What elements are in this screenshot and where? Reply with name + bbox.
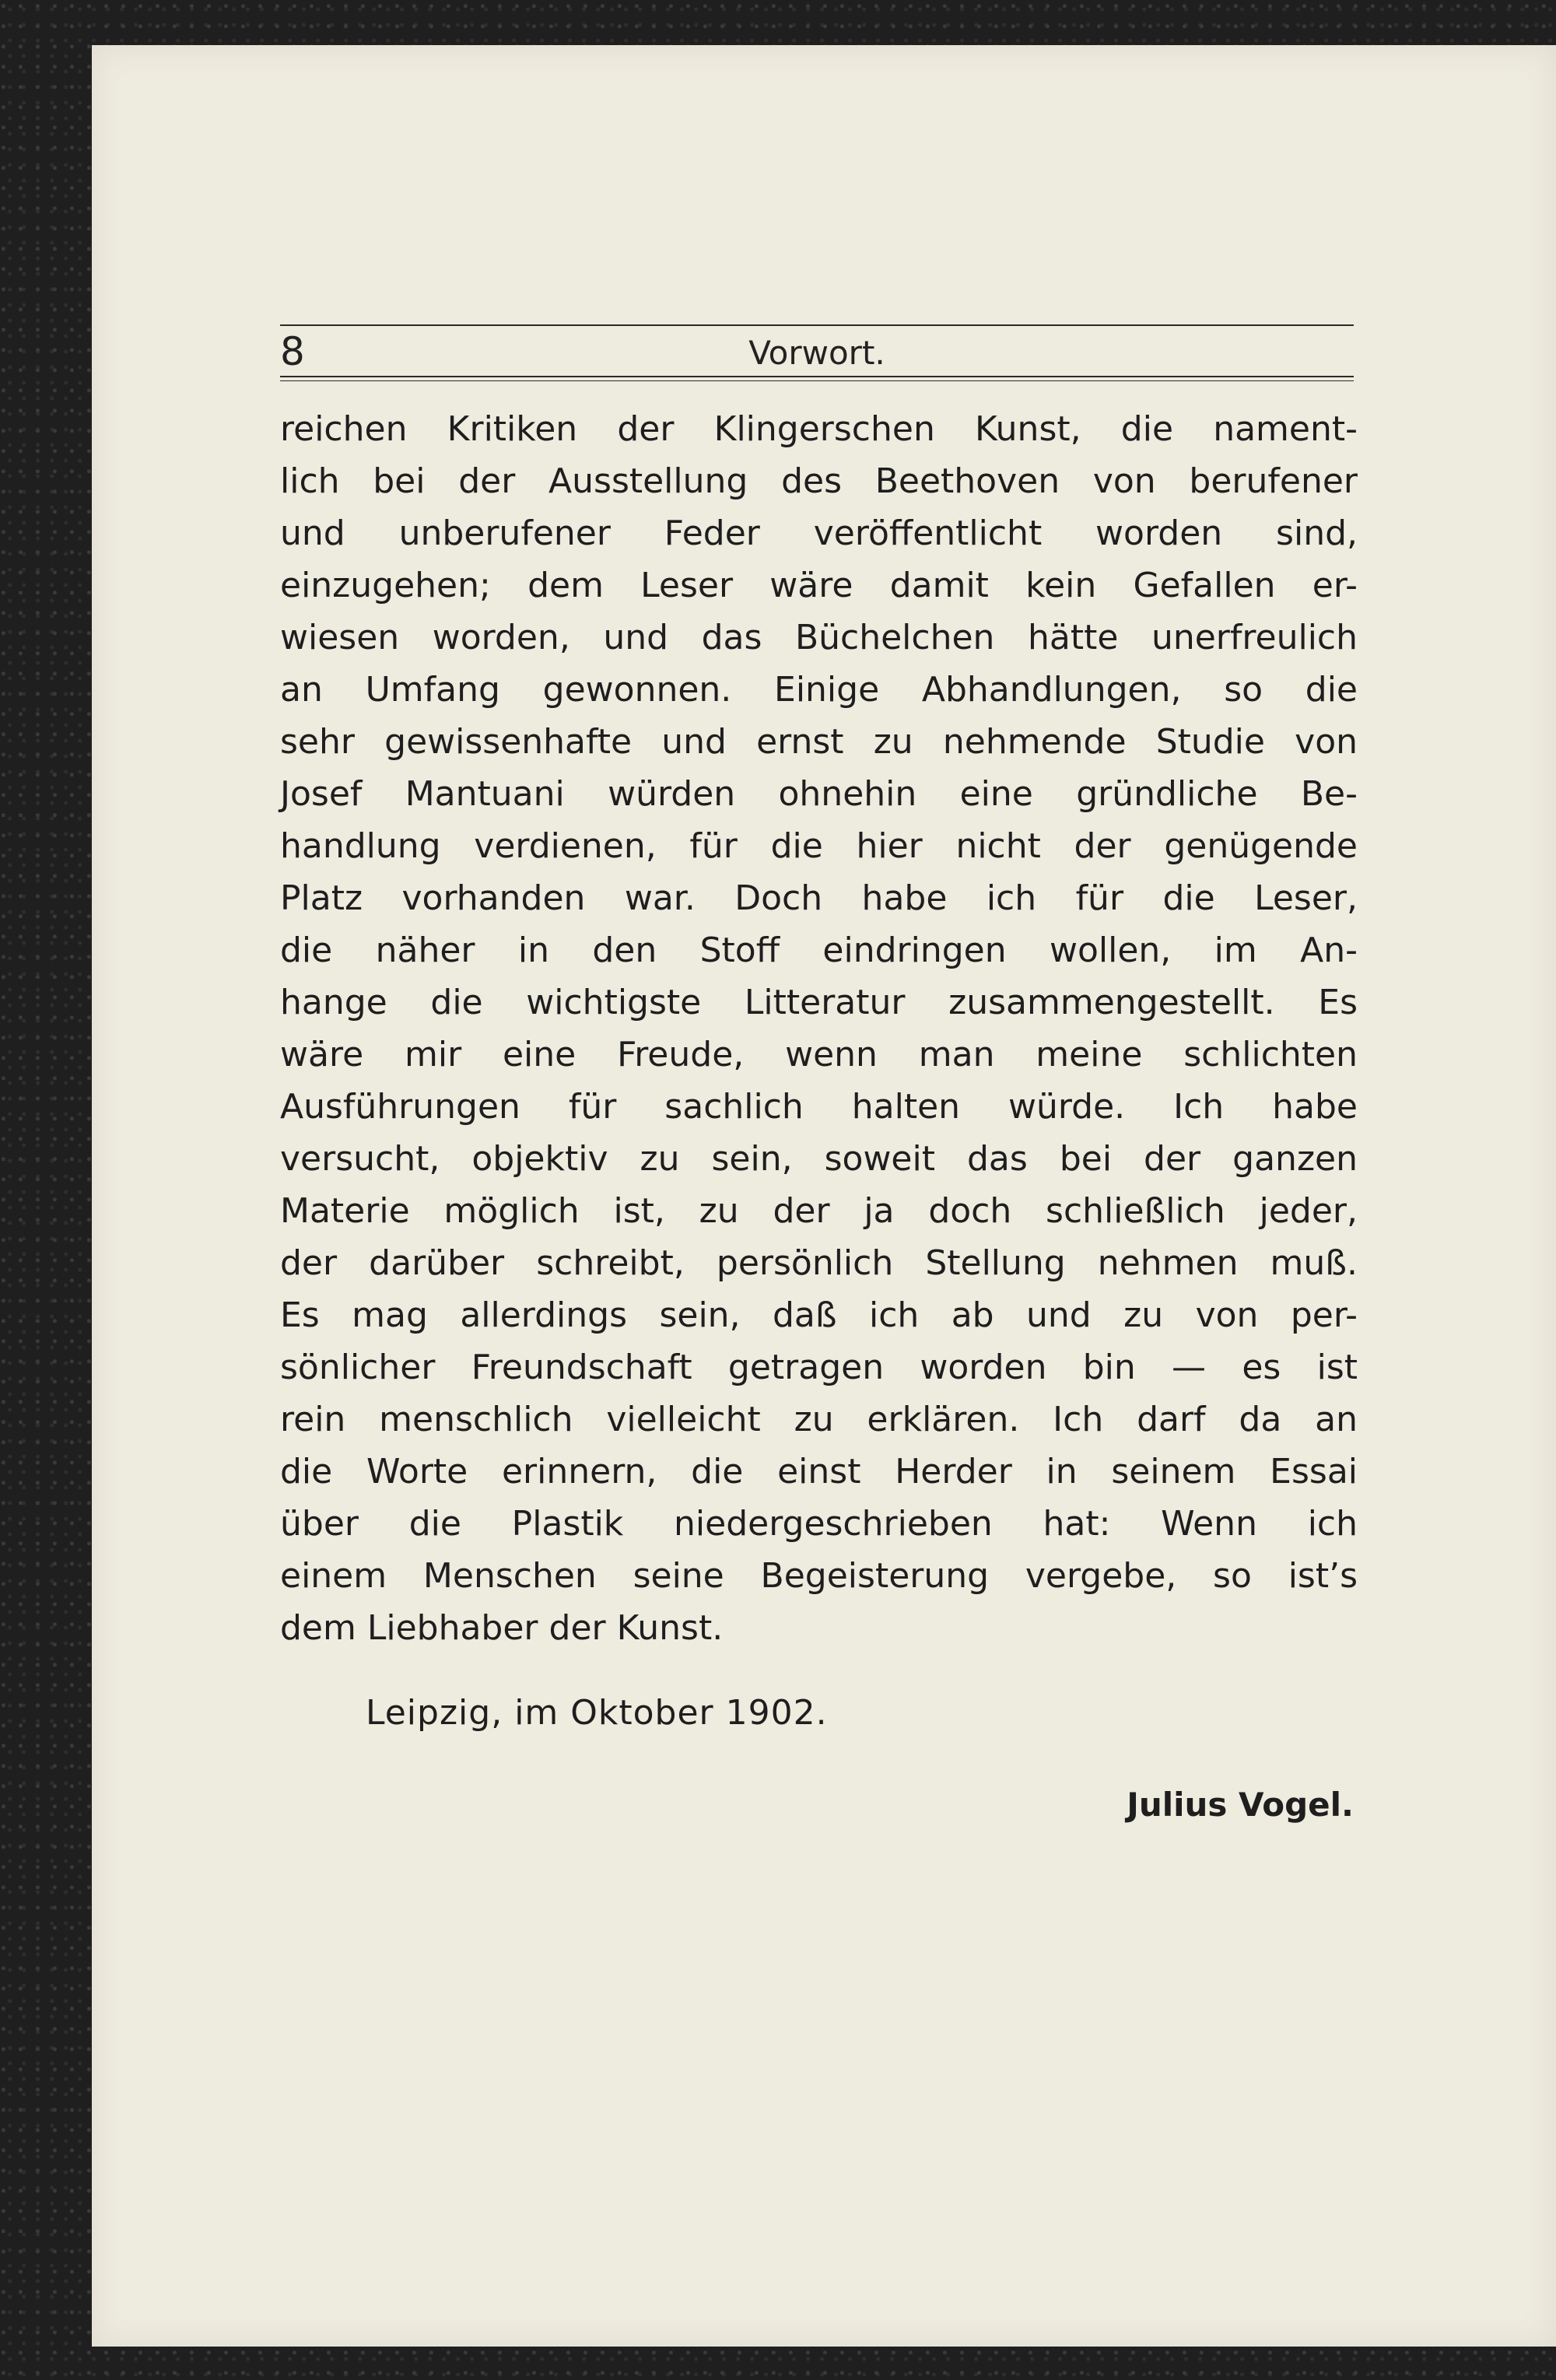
text-line: sehr gewissenhafte und ernst zu nehmende Studie von (280, 722, 1358, 762)
text-line: Materie möglich ist, zu der ja doch schließlich jeder, (280, 1191, 1358, 1231)
header-rule-top (280, 324, 1354, 326)
text-line: an Umfang gewonnen. Einige Abhandlungen, so die (280, 670, 1358, 710)
page-number: 8 (280, 329, 305, 374)
text-line: die näher in den Stoff eindringen wollen, im An- (280, 931, 1358, 970)
text-line: reichen Kritiken der Klingerschen Kunst, die nament- (280, 409, 1358, 449)
header-rule-bottom (280, 376, 1354, 381)
text-line: der darüber schreibt, persönlich Stellung nehmen muß. (280, 1243, 1358, 1283)
text-line: rein menschlich vielleicht zu erklären. Ich darf da an (280, 1400, 1358, 1439)
text-line: und unberufener Feder veröffentlicht worden sind, (280, 514, 1358, 553)
text-line: lich bei der Ausstellung des Beethoven von berufener (280, 461, 1358, 501)
text-line: handlung verdienen, für die hier nicht der genügende (280, 826, 1358, 866)
text-line: wiesen worden, und das Büchelchen hätte unerfreulich (280, 618, 1358, 657)
text-line: wäre mir eine Freude, wenn man meine schlichten (280, 1035, 1358, 1074)
text-line: Josef Mantuani würden ohnehin eine gründliche Be- (280, 774, 1358, 814)
author-signature: Julius Vogel. (1127, 1786, 1354, 1824)
page-header (280, 278, 1354, 394)
place-date: Leipzig, im Oktober 1902. (366, 1693, 828, 1733)
body-text (280, 403, 1358, 1654)
text-line: einzugehen; dem Leser wäre damit kein Gefallen er- (280, 566, 1358, 605)
text-line: Platz vorhanden war. Doch habe ich für die Leser, (280, 878, 1358, 918)
text-line: dem Liebhaber der Kunst. (280, 1608, 724, 1648)
text-line: über die Plastik niedergeschrieben hat: Wenn ich (280, 1504, 1358, 1544)
text-line: einem Menschen seine Begeisterung vergebe, so ist’s (280, 1556, 1358, 1596)
text-line: Ausführungen für sachlich halten würde. Ich habe (280, 1087, 1358, 1127)
running-title: Vorwort. (748, 334, 885, 372)
text-line: sönlicher Freundschaft getragen worden bin — es ist (280, 1348, 1358, 1387)
text-line: Es mag allerdings sein, daß ich ab und zu von per- (280, 1295, 1358, 1335)
text-line: versucht, objektiv zu sein, soweit das bei der ganzen (280, 1139, 1358, 1179)
text-line: hange die wichtigste Litteratur zusammengestellt. Es (280, 983, 1358, 1022)
text-line: die Worte erinnern, die einst Herder in seinem Essai (280, 1452, 1358, 1491)
